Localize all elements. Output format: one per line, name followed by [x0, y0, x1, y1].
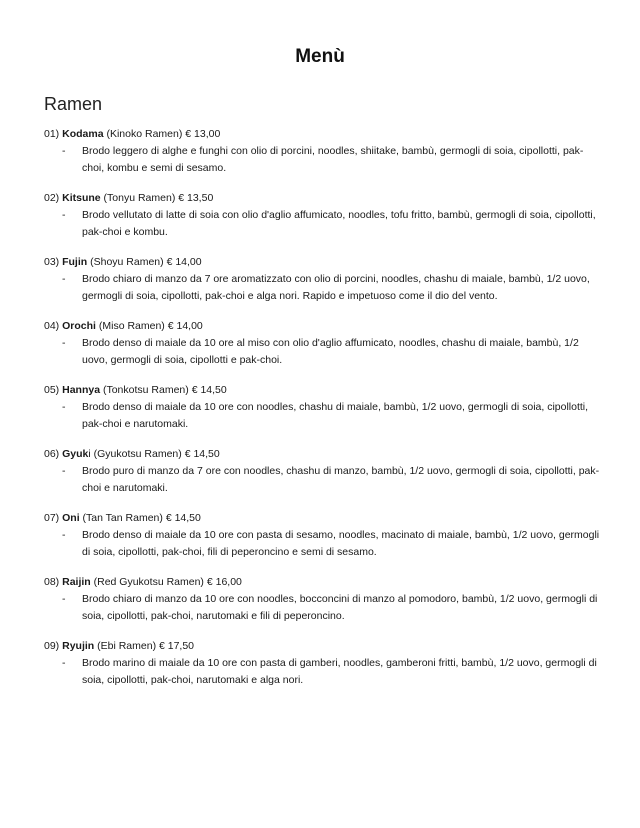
item-description-text: Brodo chiaro di manzo da 10 ore con noodles, bocconcini di manzo al pomodoro, bambù, 1/2 uovo, germogli di soia, cipollotti, pak-choi, narutomaki e fili di peperoncino.	[82, 593, 598, 622]
item-name: Hannya	[62, 384, 101, 396]
item-description	[44, 335, 604, 368]
item-name-suffix: i	[88, 448, 91, 460]
item-price: € 17,50	[158, 640, 195, 652]
item-description-text: Brodo marino di maiale da 10 ore con pasta di gamberi, noodles, gamberoni fritti, bambù, 1/2 uovo, germogli di soia, cipollotti, pak-choi, narutomaki e alga nori.	[82, 657, 597, 686]
item-description-text: Brodo denso di maiale da 10 ore al miso con olio d'aglio affumicato, noodles, chashu di maiale, bambù, 1/2 uovo, germogli di soia, cipollotti e pak-choi.	[82, 337, 579, 366]
item-header	[44, 511, 604, 525]
item-price: € 14,00	[167, 320, 203, 332]
item-subtitle: (Kinoko Ramen)	[106, 128, 183, 140]
item-header	[44, 127, 604, 141]
item-header	[44, 319, 604, 333]
menu-item	[44, 575, 604, 624]
item-header	[44, 383, 604, 397]
menu-item	[44, 191, 604, 240]
item-subtitle: (Ebi Ramen)	[97, 640, 157, 652]
item-name: Oni	[62, 512, 80, 524]
item-subtitle: (Tonkotsu Ramen)	[102, 384, 189, 396]
item-number: 02)	[44, 192, 60, 204]
item-description	[44, 527, 604, 560]
item-subtitle: (Red Gyukotsu Ramen)	[93, 576, 204, 588]
item-description	[44, 591, 604, 624]
item-description	[44, 143, 604, 176]
item-description-text: Brodo denso di maiale da 10 ore con pasta di sesamo, noodles, macinato di maiale, bambù, 1/2 uovo, germogli di soia, cipollotti, pak-choi, fili di peperoncino e semi di sesamo.	[82, 529, 600, 558]
item-subtitle: (Miso Ramen)	[98, 320, 165, 332]
menu-item	[44, 255, 604, 304]
dash-bullet: -	[62, 529, 66, 541]
item-description	[44, 463, 604, 496]
item-name: Orochi	[62, 320, 96, 332]
item-number: 09)	[44, 640, 60, 652]
item-number: 01)	[44, 128, 60, 140]
item-subtitle: (Tonyu Ramen)	[103, 192, 176, 204]
item-header	[44, 191, 604, 205]
dash-bullet: -	[62, 209, 66, 221]
item-description-text: Brodo leggero di alghe e funghi con olio di porcini, noodles, shiitake, bambù, germogli di soia, cipollotti, pak-choi, kombu e semi di sesamo.	[82, 145, 584, 174]
item-description	[44, 655, 604, 688]
item-header	[44, 575, 604, 589]
item-name: Kitsune	[62, 192, 101, 204]
item-description	[44, 207, 604, 240]
item-description-text: Brodo chiaro di manzo da 7 ore aromatizzato con olio di porcini, noodles, chashu di maiale, bambù, 1/2 uovo, germogli di soia, cipollotti, pak-choi e alga nori. Rapido e impetuoso come il dio del vento.	[82, 273, 590, 302]
item-header	[44, 255, 604, 269]
item-number: 05)	[44, 384, 60, 396]
dash-bullet: -	[62, 273, 66, 285]
menu-item	[44, 511, 604, 560]
item-price: € 13,00	[185, 128, 221, 140]
page-title: Menù	[295, 46, 345, 67]
menu-list	[44, 127, 604, 703]
item-description-text: Brodo puro di manzo da 7 ore con noodles, chashu di manzo, bambù, 1/2 uovo, germogli di soia, cipollotti, pak-choi e narutomaki.	[82, 465, 600, 494]
item-price: € 13,50	[178, 192, 214, 204]
item-number: 07)	[44, 512, 60, 524]
item-header	[44, 447, 604, 461]
item-description-text: Brodo denso di maiale da 10 ore con noodles, chashu di maiale, bambù, 1/2 uovo, germogli di soia, cipollotti, pak-choi e narutomaki.	[82, 401, 589, 430]
item-header	[44, 639, 604, 653]
item-number: 04)	[44, 320, 60, 332]
dash-bullet: -	[62, 593, 66, 605]
menu-item	[44, 383, 604, 432]
menu-item	[44, 447, 604, 496]
menu-item	[44, 127, 604, 176]
item-number: 06)	[44, 448, 60, 460]
item-description	[44, 399, 604, 432]
item-price: € 14,50	[191, 384, 227, 396]
section-title: Ramen	[44, 94, 103, 114]
item-name: Gyuk	[62, 448, 89, 460]
item-subtitle: (Shoyu Ramen)	[90, 256, 164, 268]
item-name: Fujin	[62, 256, 88, 268]
dash-bullet: -	[62, 657, 66, 669]
item-number: 03)	[44, 256, 60, 268]
dash-bullet: -	[62, 465, 66, 477]
dash-bullet: -	[62, 337, 66, 349]
item-price: € 16,00	[206, 576, 242, 588]
item-subtitle: (Gyukotsu Ramen)	[93, 448, 182, 460]
item-name: Raijin	[62, 576, 91, 588]
menu-item	[44, 639, 604, 688]
item-price: € 14,00	[166, 256, 202, 268]
item-description	[44, 271, 604, 304]
item-number: 08)	[44, 576, 60, 588]
item-name: Kodama	[62, 128, 104, 140]
menu-item	[44, 319, 604, 368]
item-description-text: Brodo vellutato di latte di soia con olio d'aglio affumicato, noodles, tofu fritto, bambù, germogli di soia, cipollotti, pak-choi e kombu.	[82, 209, 596, 238]
item-name: Ryujin	[62, 640, 95, 652]
dash-bullet: -	[62, 401, 66, 413]
item-price: € 14,50	[165, 512, 201, 524]
item-price: € 14,50	[184, 448, 220, 460]
item-subtitle: (Tan Tan Ramen)	[82, 512, 163, 524]
dash-bullet: -	[62, 145, 66, 157]
